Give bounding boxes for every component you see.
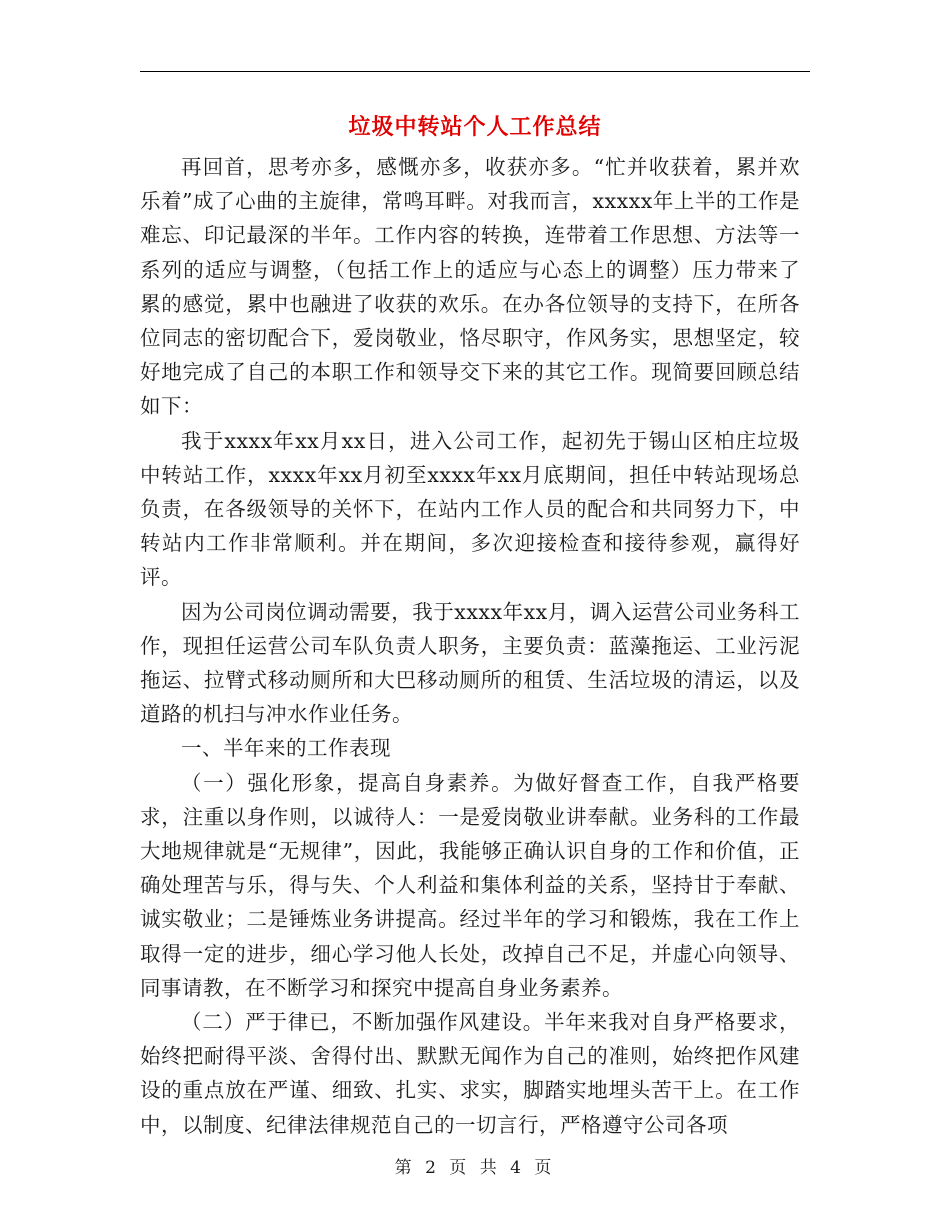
- paragraph-current-role: 因为公司岗位调动需要，我于xxxx年xx月，调入运营公司业务科工作，现担任运营公司车队负责人职务，主要负责：蓝藻拖运、工业污泥拖运、拉臂式移动厕所和大巴移动厕所的租赁、生活垃圾的清运，以及道路的机扫与冲水作业任务。: [140, 599, 800, 727]
- section-heading-performance: 一、半年来的工作表现: [181, 736, 391, 761]
- header-rule: [140, 71, 810, 72]
- document-body: [140, 150, 800, 1142]
- document-title: 垃圾中转站个人工作总结: [348, 115, 602, 140]
- paragraph-discipline: （二）严于律已，不断加强作风建设。半年来我对自身严格要求，始终把耐得平淡、舍得付出、默默无闻作为自己的准则，始终把作风建设的重点放在严谨、细致、扎实、求实，脚踏实地埋头苦干上。在工作中，以制度、纪律法律规范自己的一切言行，严格遵守公司各项: [140, 1010, 800, 1137]
- paragraph-self-improvement: （一）强化形象，提高自身素养。为做好督查工作，自我严格要求，注重以身作则，以诚待人：一是爱岗敬业讲奉献。业务科的工作最大地规律就是“无规律”，因此，我能够正确认识自身的工作和价值，正确处理苦与乐，得与失、个人利益和集体利益的关系，坚持甘于奉献、诚实敬业；二是锤炼业务讲提高。经过半年的学习和锻炼，我在工作上取得一定的进步，细心学习他人长处，改掉自己不足，并虚心向领导、同事请教，在不断学习和探究中提高自身业务素养。: [140, 770, 800, 1000]
- paragraph-work-history: 我于xxxx年xx月xx日，进入公司工作，起初先于锡山区柏庄垃圾中转站工作，xxxx年xx月初至xxxx年xx月底期间，担任中转站现场总负责，在各级领导的关怀下，在站内工作人员的配合和共同努力下，中转站内工作非常顺利。并在期间，多次迎接检查和接待参观，赢得好评。: [140, 428, 800, 590]
- paragraph-intro: 再回首，思考亦多，感慨亦多，收获亦多。“忙并收获着，累并欢乐着”成了心曲的主旋律，常鸣耳畔。对我而言，xxxxx年上半的工作是难忘、印记最深的半年。工作内容的转换，连带着工作思想、方法等一系列的适应与调整，（包括工作上的适应与心态上的调整）压力带来了累的感觉，累中也融进了收获的欢乐。在办各位领导的支持下，在所各位同志的密切配合下，爱岗敬业，恪尽职守，作风务实，思想坚定，较好地完成了自己的本职工作和领导交下来的其它工作。现简要回顾总结如下：: [140, 155, 800, 419]
- page-number-footer: 第 2 页 共 4 页: [394, 1158, 556, 1178]
